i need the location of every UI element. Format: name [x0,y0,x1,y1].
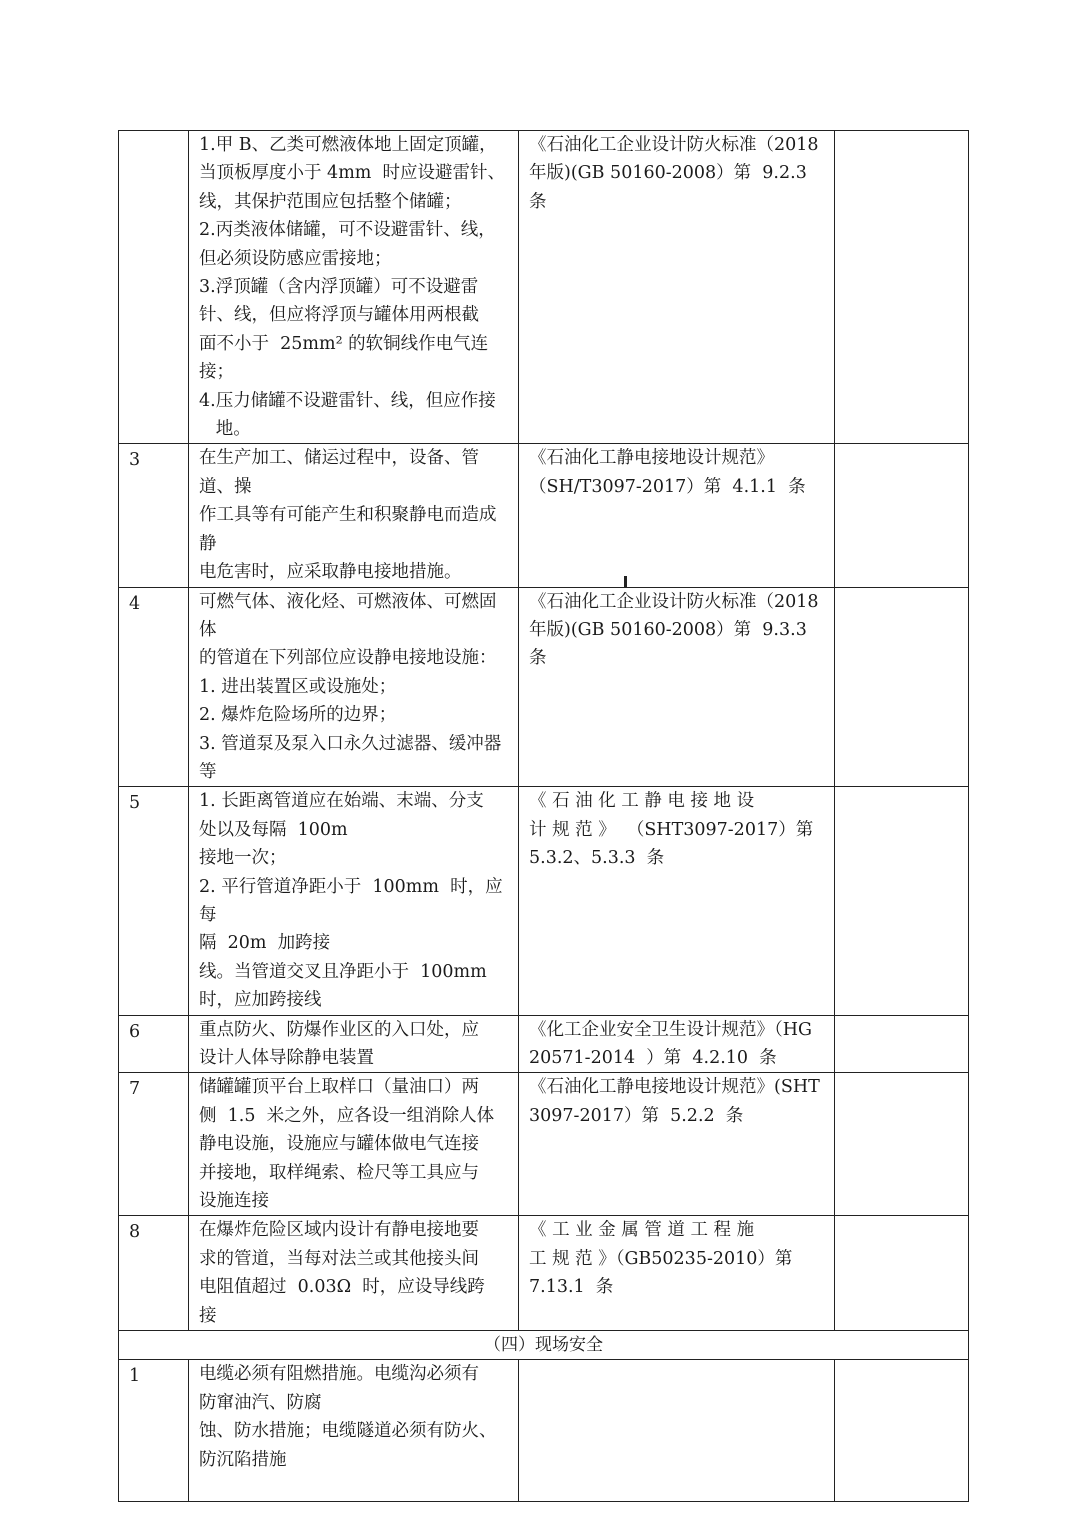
basis-cell [519,1073,835,1216]
row-number: 7 [119,1073,189,1216]
row-number: 8 [119,1216,189,1331]
text-line: 电缆必须有阻燃措施。电缆沟必须有 [199,1364,479,1385]
text-line: 线。当管道交叉且净距小于 100mm [199,961,487,982]
text-line: 接地一次； [199,848,287,869]
result-cell [835,1015,969,1073]
text-line: 《 工 业 金 属 管 道 工 程 施 [529,1220,755,1241]
text-line: 2. 爆炸危险场所的边界； [199,705,397,726]
table-row [119,131,969,444]
row-number: 6 [119,1015,189,1073]
text-line: 《 石 油 化 工 静 电 接 地 设 [529,791,755,812]
text-line: 作工具等有可能产生和积聚静电而造成静 [199,505,497,554]
table-row [119,1015,969,1073]
text-line: 等 [199,761,217,782]
row-number [119,131,189,444]
table-row [119,1216,969,1331]
row-number: 1 [119,1360,189,1502]
text-line: 隔 20m 加跨接 [199,933,331,954]
text-line: 在爆炸危险区域内设计有静电接地要 [199,1220,479,1241]
text-line: 地。 [199,419,251,440]
text-line: 《石油化工企业设计防火标准（2018 [529,591,819,612]
text-line: 防沉陷措施 [199,1449,287,1470]
requirement-cell [189,1073,519,1216]
text-line: 电危害时，应采取静电接地措施。 [199,562,462,583]
text-line: 侧 1.5 米之外，应各设一组消除人体 [199,1105,495,1126]
text-line: 20571-2014 ）第 4.2.10 条 [529,1048,777,1068]
basis-cell [519,1015,835,1073]
requirement-cell [189,587,519,787]
basis-cell [519,131,835,444]
text-line: 并接地，取样绳索、检尺等工具应与 [199,1162,479,1183]
text-line: 在生产加工、储运过程中，设备、管道、操 [199,448,479,497]
text-line: 《石油化工静电接地设计规范》 [529,448,774,469]
text-line: （SH/T3097-2017）第 4.1.1 条 [529,476,806,497]
basis-cell [519,1216,835,1331]
table-body [119,131,969,1502]
text-line: 电阻值超过 0.03Ω 时，应设导线跨 [199,1277,485,1298]
row-number: 4 [119,587,189,787]
result-cell [835,1360,969,1502]
text-line: 时，应加跨接线 [199,990,322,1011]
result-cell [835,587,969,787]
row-number: 3 [119,444,189,587]
text-line: 设施连接 [199,1191,269,1212]
inspection-table-page [118,130,968,1502]
text-line: 求的管道，当每对法兰或其他接头间 [199,1248,479,1269]
stray-mark [624,576,627,588]
requirement-cell [189,131,519,444]
text-line: 3.浮顶罐（含内浮顶罐）可不设避雷 [199,277,479,298]
text-line: 《化工企业安全卫生设计规范》（HG [529,1019,812,1040]
text-line: 年版)(GB 50160-2008）第 9.2.3 条 [529,163,818,212]
result-cell [835,1073,969,1216]
text-line: 蚀、防水措施；电缆隧道必须有防火、 [199,1421,497,1442]
table-row [119,1073,969,1216]
result-cell [835,131,969,444]
text-line: 计 规 范 》 （SHT3097-2017）第 [529,819,814,840]
text-line: 设计人体导除静电装置 [199,1048,374,1068]
basis-cell [519,1360,835,1502]
text-line: 5.3.2、5.3.3 条 [529,848,665,869]
inspection-table [118,130,969,1502]
section-header-row [119,1331,969,1360]
text-line: 工 规 范 》（GB50235-2010）第 [529,1248,793,1269]
text-line: 线，其保护范围应包括整个储罐； [199,191,462,212]
text-line: 1. 进出装置区或设施处； [199,676,397,697]
text-line: 静电设施，设施应与罐体做电气连接 [199,1134,479,1155]
text-line: 3. 管道泵及泵入口永久过滤器、缓冲器 [199,733,502,754]
text-line: 1.甲 B、乙类可燃液体地上固定顶罐， [199,135,497,155]
text-line: 《石油化工企业设计防火标准（2018 [529,135,819,155]
text-line: 的管道在下列部位应设静电接地设施： [199,648,497,669]
requirement-cell [189,1216,519,1331]
result-cell [835,444,969,587]
text-line: 针、线，但应将浮顶与罐体用两根截 [199,305,479,326]
text-line: 处以及每隔 100m [199,819,348,840]
text-line: 2. 平行管道净距小于 100mm 时，应每 [199,876,503,925]
text-line: 3097-2017）第 5.2.2 条 [529,1105,744,1126]
basis-cell [519,444,835,587]
table-row [119,444,969,587]
text-line: 但必须设防感应雷接地； [199,248,392,269]
requirement-cell [189,1360,519,1502]
requirement-cell [189,444,519,587]
text-line: 可燃气体、液化烃、可燃液体、可燃固体 [199,591,497,640]
result-cell [835,1216,969,1331]
text-line: 重点防火、防爆作业区的入口处，应 [199,1019,479,1040]
text-line: 4.压力储罐不设避雷针、线，但应作接 [199,390,496,411]
text-line: 当顶板厚度小于 4mm 时应设避雷针、 [199,163,506,184]
text-line: 《石油化工静电接地设计规范》(SHT [529,1077,820,1098]
text-line: 2.丙类液体储罐，可不设避雷针、线， [199,220,496,241]
table-row [119,587,969,787]
table-row [119,1360,969,1502]
text-line: 接 [199,1305,217,1326]
row-number: 5 [119,787,189,1015]
requirement-cell [189,787,519,1015]
text-line: 接； [199,362,234,383]
text-line: 1. 长距离管道应在始端、末端、分支 [199,791,484,812]
text-line: 防窜油汽、防腐 [199,1392,322,1413]
requirement-cell [189,1015,519,1073]
table-row [119,787,969,1015]
text-line: 储罐罐顶平台上取样口（量油口）两 [199,1077,479,1098]
basis-cell [519,587,835,787]
section-title: （四）现场安全 [119,1331,969,1360]
text-line: 7.13.1 条 [529,1277,614,1298]
text-line: 面不小于 25mm² 的软铜线作电气连 [199,333,489,354]
basis-cell [519,787,835,1015]
result-cell [835,787,969,1015]
text-line: 年版)(GB 50160-2008）第 9.3.3 条 [529,619,818,669]
